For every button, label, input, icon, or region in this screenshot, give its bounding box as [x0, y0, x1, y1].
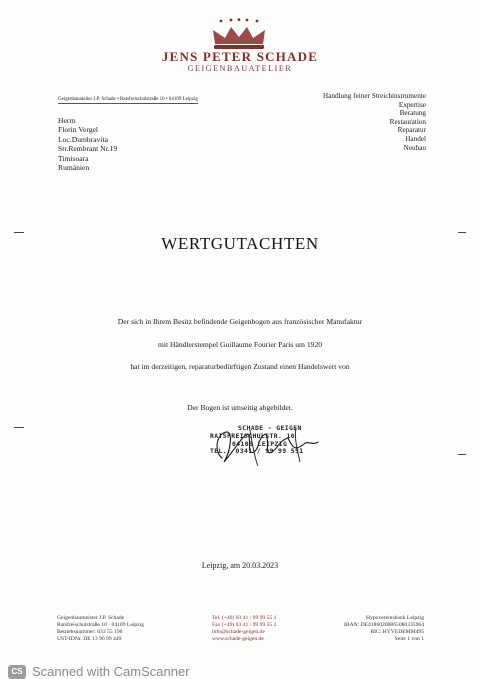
footer-line: Fax (+49) 03 41 / 99 99 55 2 [212, 622, 277, 628]
appraisal-text [0, 311, 480, 379]
recipient-line: Herrn [58, 116, 76, 125]
footer-line: www.schade-geigen.de [212, 636, 264, 642]
footer-line: BIC: HYVEDEMM495 [370, 629, 424, 635]
recipient-line: Rumänien [58, 163, 90, 173]
fold-mark [458, 232, 466, 233]
brand-name: JENS PETER SCHADE [161, 49, 319, 64]
stamp-line: 04109 LEIPZIG [232, 439, 288, 448]
service-item: Reparatur [397, 126, 426, 135]
stamp-line: TEL.: 0341 / 99 99 551 [210, 447, 304, 456]
camscanner-label: Scanned with CamScanner [32, 664, 190, 679]
service-item: Handel [405, 134, 426, 143]
footer-line: info@schade-geigen.de [212, 629, 265, 635]
services-list [323, 92, 426, 152]
sender-address-line: Geigenbauatelier J.P. Schade • Ratsfreischulstraße 10 • 04109 Leipzig [58, 97, 198, 102]
stamp-line: RATSFREISCHULSTR. 10 [210, 431, 295, 440]
recipient-address [58, 116, 117, 172]
fold-mark [14, 232, 24, 233]
service-item: Beratung [399, 109, 426, 118]
fold-mark [14, 427, 24, 428]
camscanner-logo-icon: CS [8, 665, 26, 679]
stamp-line: SCHADE - GEIGEN [238, 424, 302, 432]
recipient-line: Str.Rembrant Nr.19 [58, 144, 118, 154]
footer-line: Ratsfreischulstraße 10 · 04109 Leipzig [57, 622, 144, 628]
footer-line: Hypovereinsbank Leipzig [366, 615, 424, 621]
crown-logo-icon [205, 18, 273, 52]
camscanner-watermark [8, 664, 190, 679]
document-title: WERTGUTACHTEN [161, 234, 319, 253]
recipient-line: Loc.Dumbravita [58, 134, 108, 144]
company-stamp [210, 425, 303, 456]
fold-mark [458, 454, 466, 455]
recipient-line: Florin Vergel [58, 125, 99, 135]
service-item: Handlung feiner Streichinstrumente [323, 92, 426, 100]
footer-bank-info [344, 615, 424, 643]
footer-line: Geigenbaumeister J.P. Schade [57, 615, 125, 621]
footer-line: Betriebsnummer: 033 55 196 [57, 629, 123, 635]
appraisal-line: mit Händlerstempel Guillaume Fourier Paris um 1920 [157, 339, 323, 349]
footer-company-info [57, 615, 144, 643]
footer-line: UST-IDNr. DE 13 96 99 449 [57, 636, 122, 642]
appraisal-line: Der sich in Ihrem Besitz befindende Geigenbogen aus französischer Manufaktur [117, 317, 363, 326]
service-item: Restauration [389, 117, 426, 126]
image-note: Der Bogen ist umseitig abgebildet. [187, 403, 293, 412]
recipient-line: Timisoara [58, 153, 89, 163]
appraisal-line: hat im derzeitigen, reparaturbedürftigen Zustand einen Handelswert von [130, 362, 350, 371]
footer-line: Seite 1 von 1 [394, 636, 424, 642]
footer-line: Tel. (+49) 03 41 / 99 99 55 1 [212, 615, 277, 621]
date-line: Leipzig, am 20.03.2023 [201, 561, 279, 570]
footer-contact-info [212, 615, 276, 643]
footer-line: IBAN: DE41860200865080335964 [343, 622, 424, 628]
service-item: Expertise [398, 100, 426, 109]
brand-subtitle: GEIGENBAUATELIER [187, 64, 293, 73]
service-item: Neubau [403, 143, 426, 152]
